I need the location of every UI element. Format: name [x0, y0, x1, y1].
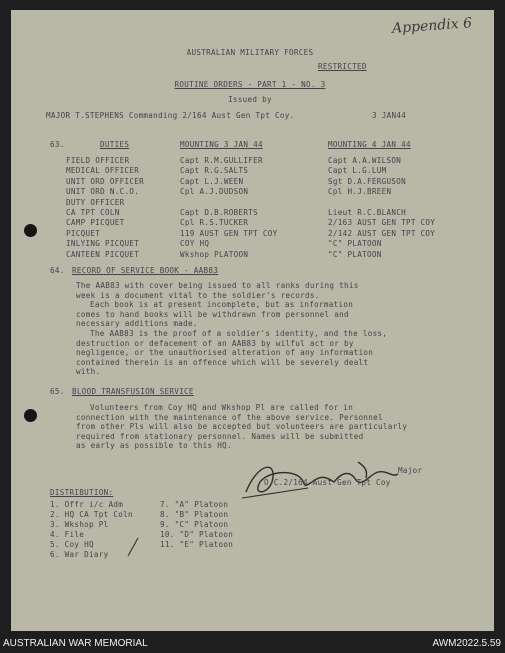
distribution-title: DISTRIBUTION: [50, 488, 114, 497]
duty-assignee-3-jan: COY HQ [180, 239, 210, 249]
orders-title: ROUTINE ORDERS - PART 1 - NO. 3 [174, 80, 326, 89]
duty-assignee-3-jan: Wkshop PLATOON [180, 249, 249, 259]
handwritten-signature [238, 452, 418, 502]
duty-assignee-4-jan: "C" PLATOON [328, 239, 382, 249]
section-64-line: contained therein is an offence which will be severely dealt [76, 357, 369, 367]
duty-name: DUTY OFFICER [66, 197, 125, 207]
duty-assignee-4-jan: 2/163 AUST GEN TPT COY [328, 218, 436, 228]
section-64-line: The AAB83 is the proof of a soldier's identity, and the loss, [90, 329, 388, 338]
duty-assignee-4-jan: Cpl H.J.BREEN [328, 187, 392, 197]
commander-line: MAJOR T.STEPHENS Commanding 2/164 Aust Gen Tpt Coy. [46, 111, 295, 120]
distribution-item: 6. War Diary [50, 550, 109, 559]
duty-assignee-4-jan: Capt A.A.WILSON [328, 156, 402, 165]
section-65-line: required from stationary personnel. Names will be submitted [76, 431, 364, 441]
mounting-3-heading: MOUNTING 3 JAN 44 [180, 140, 263, 149]
duty-assignee-3-jan: 119 AUST GEN TPT COY [180, 228, 278, 238]
section-64-line: The AAB83 with cover being issued to all ranks during this [76, 281, 359, 290]
section-64-line: Each book is at present incomplete, but as information [90, 300, 354, 310]
section-64-line: comes to hand books will be withdrawn from personnel and [76, 309, 349, 319]
duty-name: CAMP PICQUET [66, 218, 125, 228]
section-64-line: negligence, or the unauthorised alteration of any information [76, 348, 374, 358]
section-65-line: from other Pls will also be accepted but volunteers are particularly [76, 422, 408, 432]
section-64-number: 64. [50, 266, 65, 275]
section-64-title: RECORD OF SERVICE BOOK - AAB83 [72, 266, 219, 275]
duty-assignee-4-jan: Sgt D.A.FERGUSON [328, 176, 406, 186]
duty-assignee-3-jan: Cpl R.S.TUCKER [180, 218, 249, 228]
duty-name: UNIT ORD N.C.O. [66, 187, 140, 197]
distribution-item: 7. "A" Platoon [160, 500, 229, 509]
distribution-item: 11. "E" Platoon [160, 540, 234, 549]
punch-hole [24, 409, 37, 422]
duty-assignee-4-jan: 2/142 AUST GEN TPT COY [328, 228, 436, 238]
duty-name: MEDICAL OFFICER [66, 166, 140, 176]
mounting-4-heading: MOUNTING 4 JAN 44 [328, 140, 411, 149]
section-64-line: with. [76, 367, 101, 377]
distribution-item: 5. Coy HQ [50, 540, 94, 549]
distribution-item: 9. "C" Platoon [160, 520, 229, 529]
handwritten-tick [124, 536, 144, 558]
duty-assignee-4-jan: Lieut R.C.BLANCH [328, 208, 406, 217]
issued-by: Issued by [228, 95, 272, 104]
duty-name: INLYING PICQUET [66, 239, 140, 249]
duty-name: FIELD OFFICER [66, 156, 130, 165]
section-65-number: 65. [50, 387, 65, 396]
duty-assignee-3-jan: Capt R.M.GULLIFER [180, 156, 263, 165]
distribution-item: 10. "D" Platoon [160, 530, 234, 539]
force-heading: AUSTRALIAN MILITARY FORCES [186, 48, 314, 57]
distribution-item: 3. Wkshop Pl [50, 520, 109, 529]
section-64-line: destruction or defacement of an AAB83 by wilful act or by [76, 338, 354, 348]
section-64-line: week is a document vital to the soldier's records. [76, 290, 320, 300]
duty-name: CA TPT COLN [66, 208, 120, 217]
duty-assignee-3-jan: Capt R.G.SALTS [180, 166, 249, 176]
duty-assignee-3-jan: Capt D.B.ROBERTS [180, 208, 258, 217]
duty-name: CANTEEN PICQUET [66, 249, 140, 259]
distribution-item: 8. "B" Platoon [160, 510, 229, 519]
signatory-unit: O.C.2/164 Aust Gen Tpt Coy [264, 478, 391, 487]
signatory-rank: Major [398, 466, 423, 475]
section-65-line: connection with the maintenance of the above service. Personnel [76, 412, 383, 422]
section-63-number: 63. [50, 140, 65, 149]
order-date: 3 JAN44 [372, 111, 407, 120]
duty-name: PICQUET [66, 228, 101, 238]
section-65-title: BLOOD TRANSFUSION SERVICE [72, 387, 194, 396]
distribution-item: 2. HQ CA Tpt Coln [50, 510, 133, 519]
restricted-marking: RESTRICTED [318, 62, 367, 71]
section-65-line: as early as possible to this HQ. [76, 441, 232, 451]
duty-assignee-3-jan: Capt L.J.WEEN [180, 176, 244, 186]
distribution-item: 1. Offr i/c Adm [50, 500, 124, 509]
distribution-item: 4. File [50, 530, 85, 539]
duty-assignee-4-jan: Capt L.G.LUM [328, 166, 387, 176]
duty-assignee-4-jan: "C" PLATOON [328, 249, 382, 259]
duty-assignee-3-jan: Cpl A.J.DUDSON [180, 187, 249, 197]
duties-heading: DUTIES [100, 140, 130, 149]
duty-name: UNIT ORD OFFICER [66, 176, 144, 186]
punch-hole [24, 224, 37, 237]
handwritten-annotation: Appendix 6 [391, 15, 473, 37]
footer-institution: AUSTRALIAN WAR MEMORIAL [3, 638, 148, 649]
section-65-line: Volunteers from Coy HQ and Wkshop Pl are called for in [90, 403, 354, 412]
section-64-line: necessary additions made. [76, 319, 198, 329]
footer-accession-number: AWM2022.5.59 [432, 638, 501, 649]
